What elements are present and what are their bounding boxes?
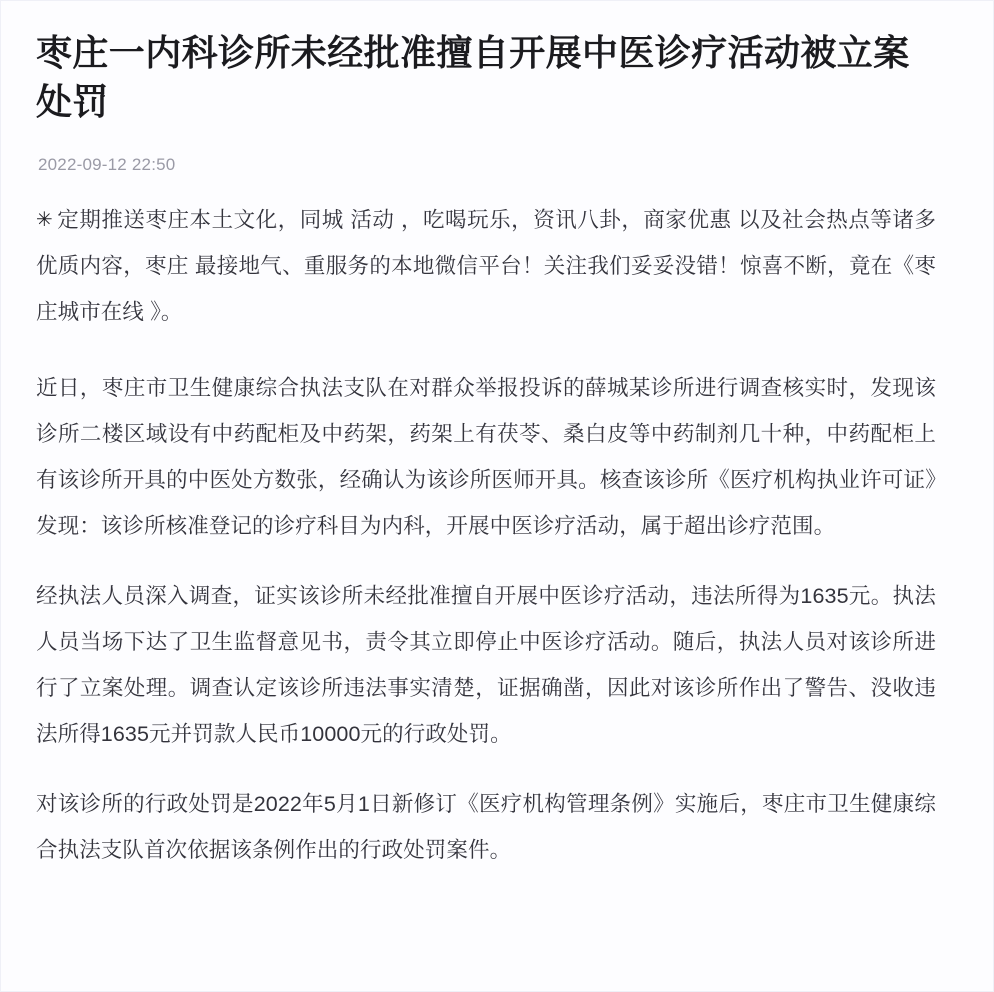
article-body — [36, 173, 960, 873]
publish-timestamp: 2022-09-12 22:50 — [38, 154, 176, 174]
body-paragraph-2: 经执法人员深入调查，证实该诊所未经批准擅自开展中医诊疗活动，违法所得为1635元。执法人员当场下达了卫生监督意见书，责令其立即停止中医诊疗活动。随后，执法人员对该诊所进行了立案处理。调查认定该诊所违法事实清楚，证据确凿，因此对该诊所作出了警告、没收违法所得1635元并罚款人民币10000元的行政处罚。 — [36, 583, 936, 746]
page-title: 枣庄一内科诊所未经批准擅自开展中医诊疗活动被立案处罚 — [36, 32, 910, 123]
promo-paragraph-text: 定期推送枣庄本土文化，同城 活动 ，吃喝玩乐，资讯八卦，商家优惠 以及社会热点等诸多优质内容，枣庄 最接地气、重服务的本地微信平台！关注我们妥妥没错！惊喜不断，竟在《枣庄城市在线 》。 — [36, 207, 936, 324]
body-paragraph-1: 近日，枣庄市卫生健康综合执法支队在对群众举报投诉的薛城某诊所进行调查核实时，发现该诊所二楼区域设有中药配柜及中药架，药架上有茯苓、桑白皮等中药制剂几十种，中药配柜上有该诊所开具的中医处方数张，经确认为该诊所医师开具。核查该诊所《医疗机构执业许可证》发现：该诊所核准登记的诊疗科目为内科，开展中医诊疗活动，属于超出诊疗范围。 — [36, 375, 936, 538]
promo-paragraph — [36, 197, 936, 335]
sparkle-icon: ✳ — [36, 208, 53, 231]
body-paragraph-3: 对该诊所的行政处罚是2022年5月1日新修订《医疗机构管理条例》实施后，枣庄市卫生健康综合执法支队首次依据该条例作出的行政处罚案件。 — [36, 791, 936, 862]
